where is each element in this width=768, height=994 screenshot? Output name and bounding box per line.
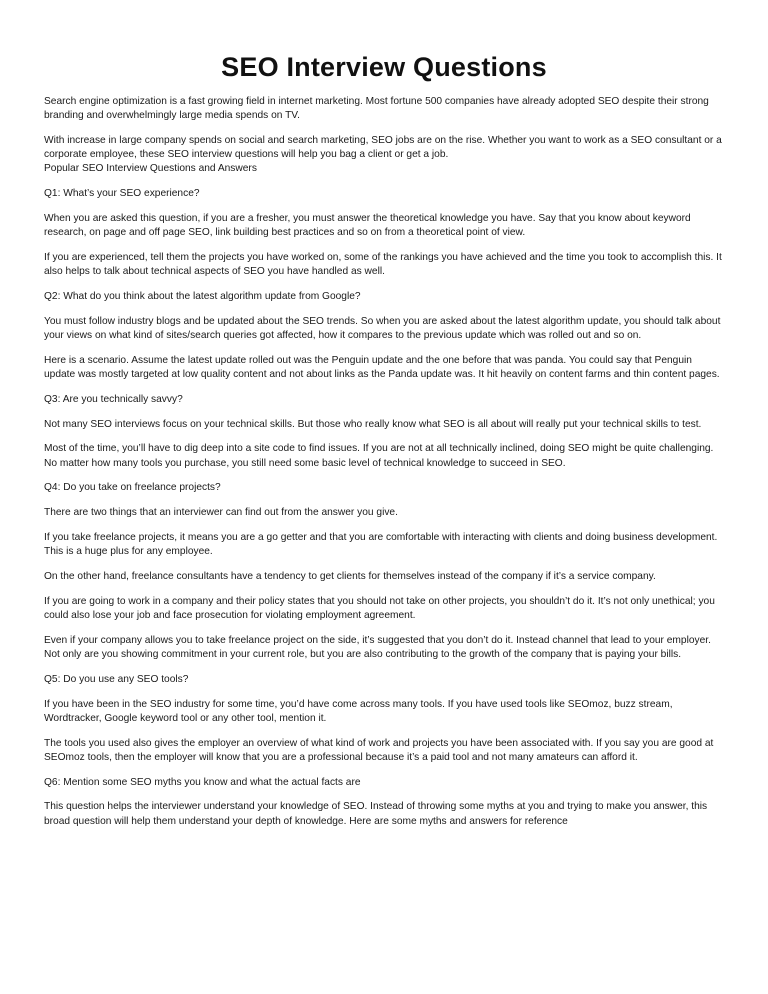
answer-paragraph: The tools you used also gives the employer an overview of what kind of work and projects you have been associated with. If you say you are good at SEOmoz tools, then the employer will know that you are a professional because it’s a paid tool and not many amateurs can afford it. — [44, 737, 714, 763]
answer-paragraph: Most of the time, you’ll have to dig deep into a site code to find issues. If you are not at all technically inclined, doing SEO might be quite challenging. No matter how many tools you purchase, you still need some basic level of technical knowledge to succeed in SEO. — [44, 443, 714, 469]
answer-paragraph: If you are going to work in a company and their policy states that you should not take on other projects, you shouldn’t do it. It’s not only unethical; you could also lose your job and face prosecution for violating employment agreement. — [44, 595, 715, 621]
answer-paragraph: You must follow industry blogs and be updated about the SEO trends. So when you are asked about the latest algorithm update, you should talk about your views on what kind of sites/search queries got affected, how it compares to the previous update which was rolled out and so on. — [44, 315, 721, 341]
question-1: Q1: What’s your SEO experience? — [44, 188, 200, 200]
section-heading: Popular SEO Interview Questions and Answers — [44, 163, 257, 175]
answer-paragraph: There are two things that an interviewer can find out from the answer you give. — [44, 507, 398, 519]
answer-paragraph: Not many SEO interviews focus on your technical skills. But those who really know what SEO is all about will really put your technical skills to test. — [44, 418, 702, 430]
answer-paragraph: This question helps the interviewer understand your knowledge of SEO. Instead of throwing some myths at you and trying to make you answer, this broad question will help them understand your depth of knowledge. Here are some myths and answers for reference — [44, 801, 708, 827]
answer-paragraph: On the other hand, freelance consultants have a tendency to get clients for themselves instead of the company if it’s a service company. — [44, 570, 656, 582]
answer-paragraph: If you take freelance projects, it means you are a go getter and that you are comfortable with interacting with clients and doing business development. This is a huge plus for any employee. — [44, 531, 718, 558]
answer-paragraph: Even if your company allows you to take freelance project on the side, it’s suggested that you don’t do it. Instead channel that lead to your employer. Not only are you showing commitment in your current role, but you are also contributing to the growth of the company that is paying your bills. — [44, 634, 711, 660]
intro-paragraph: Search engine optimization is a fast growing field in internet marketing. Most fortune 500 companies have already adopted SEO despite their strong branding and overwhelmingly large media spends on TV. — [44, 96, 709, 122]
intro-paragraph-2: With increase in large company spends on social and search marketing, SEO jobs are on the rise. Whether you want to work as a SEO consultant or a corporate employee, these SEO interview questions will help you bag a client or get a job. — [44, 135, 722, 161]
question-3: Q3: Are you technically savvy? — [44, 393, 183, 405]
question-2: Q2: What do you think about the latest algorithm update from Google? — [44, 291, 361, 302]
question-5: Q5: Do you use any SEO tools? — [44, 673, 189, 685]
question-4: Q4: Do you take on freelance projects? — [44, 482, 221, 494]
answer-paragraph: Here is a scenario. Assume the latest update rolled out was the Penguin update and the one before that was panda. You could say that Penguin update was mostly targeted at low quality content and not about links as the Panda update was. It hit heavily on content farms and thin content pages. — [44, 354, 720, 380]
page-title: SEO Interview Questions — [221, 52, 547, 82]
answer-paragraph: If you are experienced, tell them the projects you have worked on, some of the rankings you have achieved and the time you took to accomplish this. It also helps to talk about technical aspects of SEO you have handled as well. — [44, 252, 722, 278]
answer-paragraph: When you are asked this question, if you are a fresher, you must answer the theoretical knowledge you have. Say that you know about keyword research, on page and off page SEO, link building best practices and so on from a theoretical point of view. — [44, 213, 691, 239]
question-6: Q6: Mention some SEO myths you know and what the actual facts are — [44, 776, 361, 788]
answer-paragraph: If you have been in the SEO industry for some time, you’d have come across many tools. If you have used tools like SEOmoz, buzz stream, Wordtracker, Google keyword tool or any other tool, mention it. — [44, 698, 673, 724]
